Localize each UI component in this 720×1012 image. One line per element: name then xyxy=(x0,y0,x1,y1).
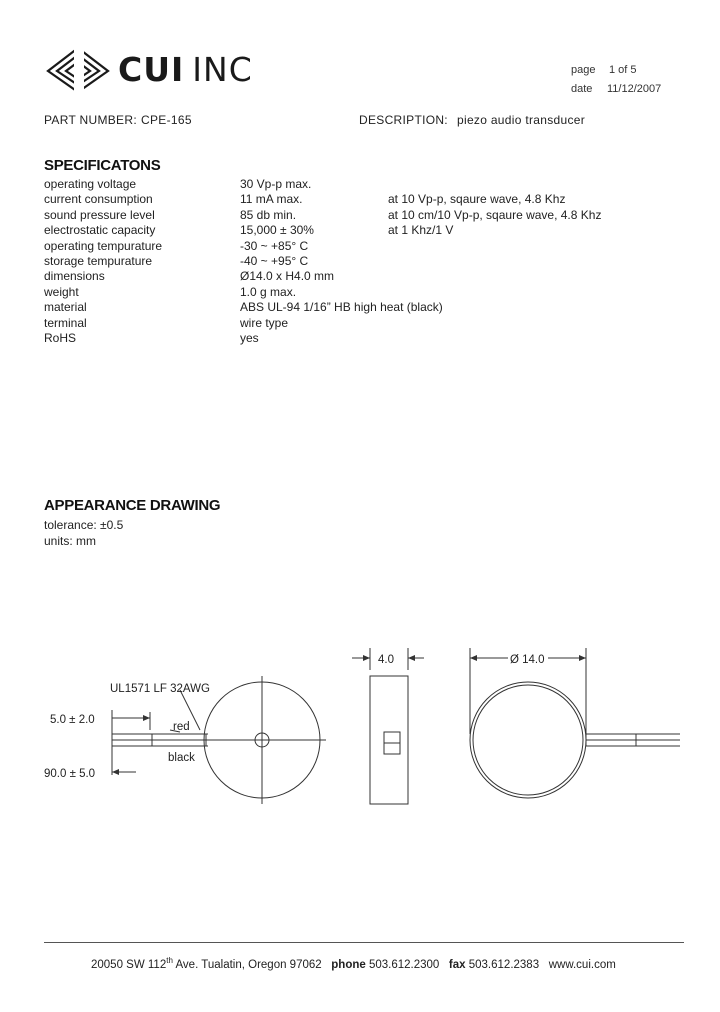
tolerance-text: tolerance: ±0.5 xyxy=(44,518,124,532)
spec-name: material xyxy=(44,300,87,315)
diameter-dimension: Ø 14.0 xyxy=(510,654,545,666)
spec-condition: at 10 Vp-p, sqaure wave, 4.8 Khz xyxy=(388,192,566,207)
description-label: DESCRIPTION: xyxy=(359,113,448,127)
transducer-side-view xyxy=(370,676,408,804)
spec-value: yes xyxy=(240,331,259,345)
description-value: piezo audio transducer xyxy=(457,113,586,127)
wire-spec-label: UL1571 LF 32AWG xyxy=(110,683,210,695)
spec-row xyxy=(44,192,684,207)
page-value: 1 of 5 xyxy=(609,64,637,76)
spec-row xyxy=(44,208,684,223)
phone-label: phone xyxy=(331,958,366,971)
spec-name: dimensions xyxy=(44,269,105,284)
spec-name: storage tempurature xyxy=(44,254,153,268)
spec-row xyxy=(44,177,684,192)
date-label: date xyxy=(571,83,593,95)
spec-row xyxy=(44,239,684,254)
spec-row xyxy=(44,269,684,284)
date-value: 11/12/2007 xyxy=(607,83,662,95)
spec-name: electrostatic capacity xyxy=(44,223,156,238)
specifications-title: SPECIFICATONS xyxy=(44,157,161,174)
spec-name: weight xyxy=(44,284,79,299)
spec-value: 85 db min. xyxy=(240,207,297,222)
spec-row xyxy=(44,316,684,331)
black-wire-label: black xyxy=(168,752,195,764)
part-number-value: CPE-165 xyxy=(141,113,192,127)
spec-name: operating voltage xyxy=(44,177,137,191)
spec-condition: at 1 Khz/1 V xyxy=(388,223,454,238)
spec-value: ABS UL-94 1/16” HB high heat (black) xyxy=(240,300,443,315)
part-number-label: PART NUMBER: xyxy=(44,113,137,127)
spec-value: wire type xyxy=(240,315,289,330)
appearance-drawing xyxy=(0,630,720,820)
company-logo-text: CUI INC xyxy=(118,50,253,89)
cui-logo-icon xyxy=(44,44,114,94)
spec-name: sound pressure level xyxy=(44,207,155,222)
spec-row xyxy=(44,331,684,346)
spec-value: 15,000 ± 30% xyxy=(240,223,314,238)
spec-row xyxy=(44,254,684,269)
appearance-drawing-title: APPEARANCE DRAWING xyxy=(44,497,221,514)
spec-name: current consumption xyxy=(44,192,153,207)
footer-divider xyxy=(44,942,684,943)
spec-row xyxy=(44,300,684,315)
spec-value: -40 ~ +95° C xyxy=(240,254,309,268)
height-dimension: 4.0 xyxy=(378,654,394,666)
spec-condition: at 10 cm/10 Vp-p, sqaure wave, 4.8 Khz xyxy=(388,207,602,222)
units-text: units: mm xyxy=(44,534,97,548)
red-wire-insulation xyxy=(152,734,206,740)
black-wire-insulation xyxy=(152,740,206,746)
spec-name: operating tempurature xyxy=(44,238,163,253)
fax-label: fax xyxy=(448,958,466,971)
wire-length-dimension: 90.0 ± 5.0 xyxy=(44,768,96,780)
footer-address: 20050 SW 112th Ave. Tualatin, Oregon 97062 xyxy=(91,956,322,971)
spec-name: RoHS xyxy=(44,331,77,345)
website-link[interactable]: www.cui.com xyxy=(548,958,616,971)
spec-value: -30 ~ +85° C xyxy=(240,238,309,253)
spec-value: Ø14.0 x H4.0 mm xyxy=(240,269,335,284)
fax-number: 503.612.2383 xyxy=(468,958,540,971)
spec-value: 30 Vp-p max. xyxy=(240,177,312,191)
transducer-back-view xyxy=(470,682,586,798)
red-wire-label: red xyxy=(173,721,190,733)
spec-value: 1.0 g max. xyxy=(240,284,297,299)
spec-value: 11 mA max. xyxy=(240,192,303,207)
spec-row xyxy=(44,223,684,238)
phone-number: 503.612.2300 xyxy=(368,958,440,971)
spec-row xyxy=(44,285,684,300)
strip-length-dimension: 5.0 ± 2.0 xyxy=(50,714,95,726)
page-label: page xyxy=(571,64,596,76)
spec-name: terminal xyxy=(44,315,87,330)
footer-contact xyxy=(91,956,616,971)
